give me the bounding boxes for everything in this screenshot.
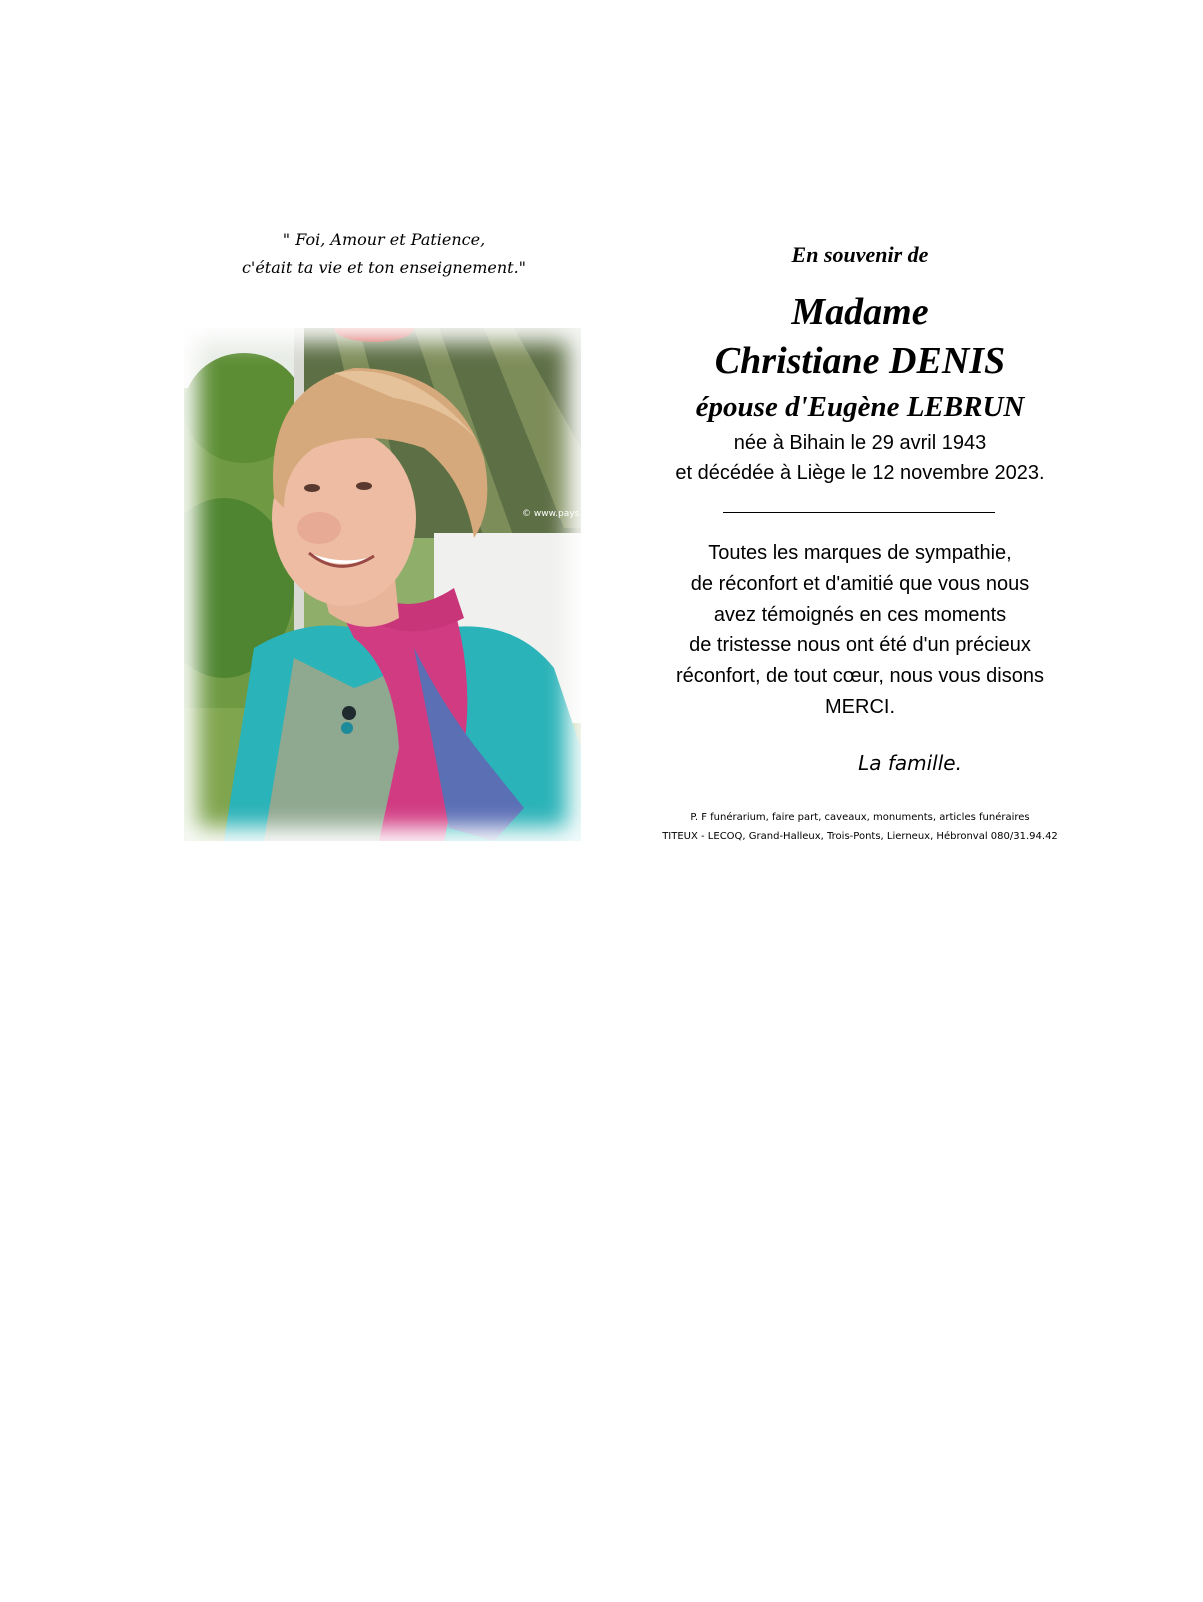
thanks-line: avez témoignés en ces moments — [713, 603, 1007, 626]
epitaph-quote — [184, 226, 584, 282]
family-signature: La famille. — [858, 751, 962, 775]
thanks-line: MERCI. — [825, 695, 895, 718]
footer-line-2: TITEUX - LECOQ, Grand-Halleux, Trois-Ponts, Lierneux, Hébronval 080/31.94.42 — [662, 831, 1058, 842]
quote-line-2: c'était ta vie et ton enseignement." — [241, 258, 527, 277]
spouse-line: épouse d'Eugène LEBRUN — [695, 391, 1025, 423]
in-memory-heading: En souvenir de — [791, 242, 929, 267]
thanks-line: Toutes les marques de sympathie, — [708, 542, 1012, 564]
death-line: et décédée à Liège le 12 novembre 2023. — [675, 462, 1045, 484]
footer-line-1: P. F funérarium, faire part, caveaux, monuments, articles funéraires — [690, 812, 1030, 823]
life-dates — [640, 428, 1080, 488]
birth-line: née à Bihain le 29 avril 1943 — [733, 432, 987, 454]
photo-watermark: © www.pays — [522, 509, 580, 519]
thanks-line: de tristesse nous ont été d'un précieux — [689, 634, 1031, 657]
separator-line — [723, 512, 995, 513]
honorific: Madame — [791, 291, 929, 333]
thanks-line: de réconfort et d'amitié que vous nous — [690, 572, 1030, 595]
quote-line-1: " Foi, Amour et Patience, — [282, 230, 486, 249]
portrait-photo — [184, 328, 581, 841]
deceased-name: Christiane DENIS — [714, 340, 1006, 382]
thanks-line: réconfort, de tout cœur, nous vous disons — [676, 665, 1044, 688]
funeral-home-footer — [640, 808, 1080, 846]
thanks-message — [640, 538, 1080, 723]
